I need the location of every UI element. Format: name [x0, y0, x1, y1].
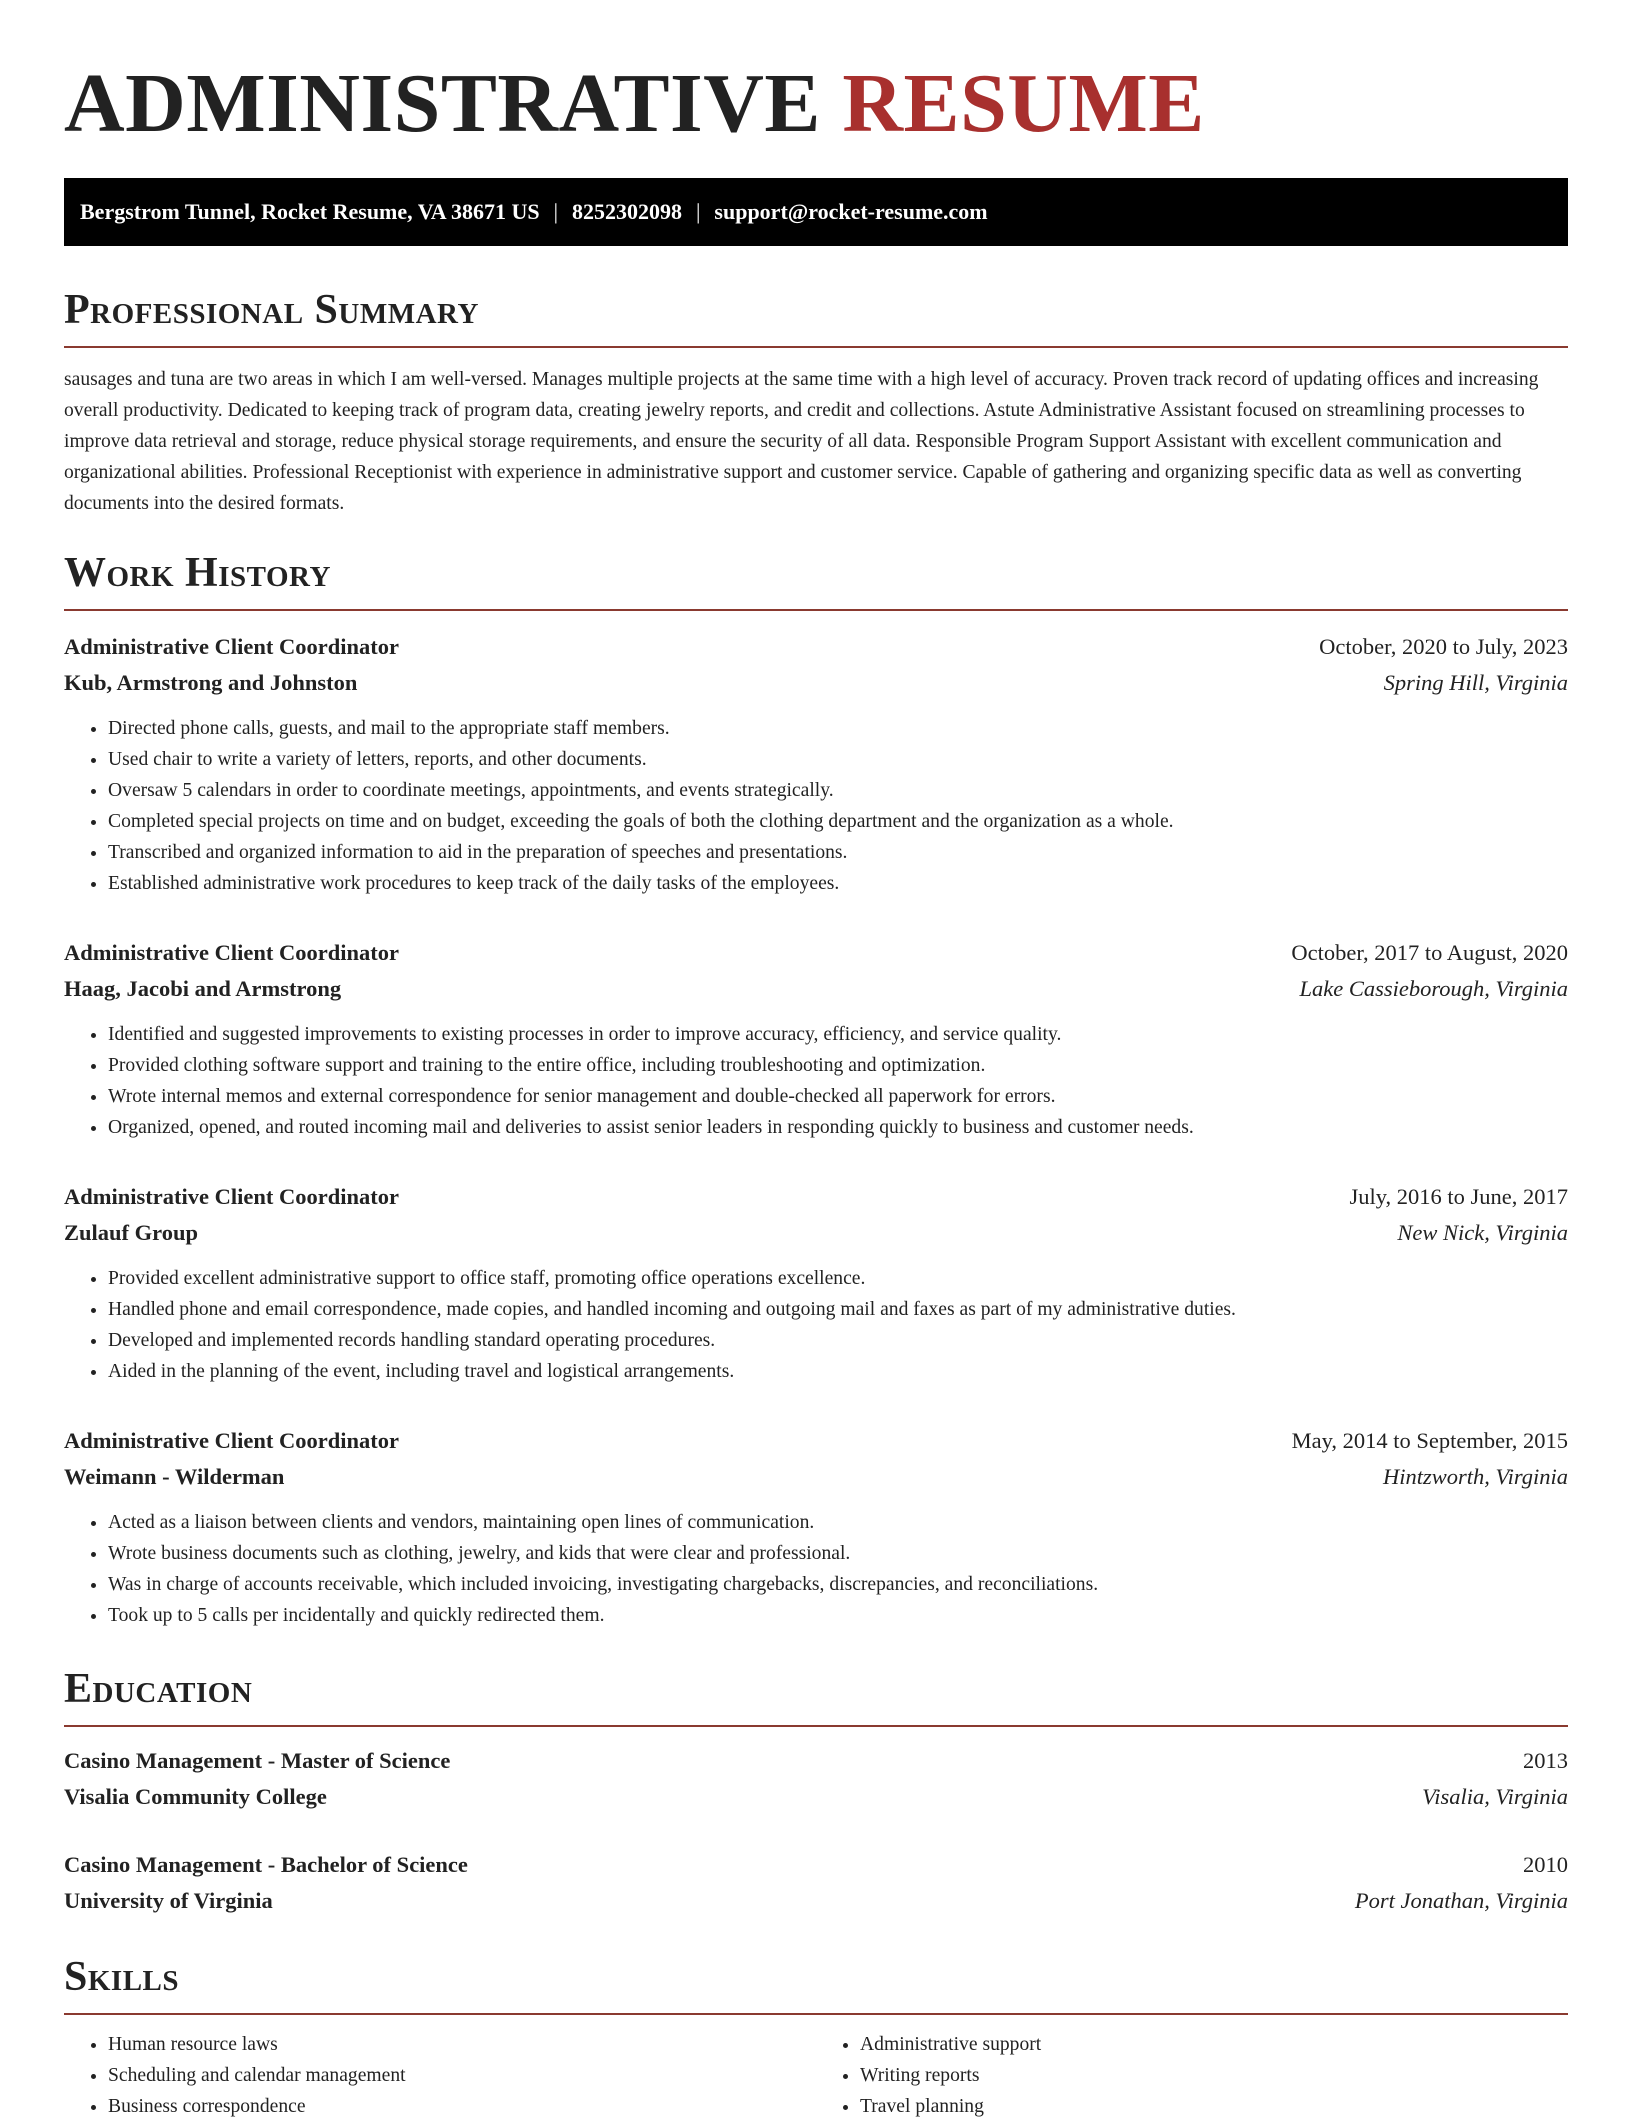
- job-company: Kub, Armstrong and Johnston: [64, 670, 358, 695]
- job-dates: July, 2016 to June, 2017: [1349, 1184, 1568, 1209]
- job-bullet: • Established administrative work procedures to keep track of the daily tasks of the employees.: [108, 868, 1568, 899]
- skill-item: • Human resource laws: [108, 2029, 816, 2060]
- education-location: Port Jonathan, Virginia: [1354, 1888, 1568, 1913]
- education-location: Visalia, Virginia: [1422, 1784, 1568, 1809]
- job-title: Administrative Client Coordinator: [64, 1184, 399, 1209]
- job-bullet: • Completed special projects on time and on budget, exceeding the goals of both the clothing department and the organization as a whole.: [108, 806, 1568, 837]
- job-bullet: • Developed and implemented records handling standard operating procedures.: [108, 1325, 1568, 1356]
- job-location: Hintzworth, Virginia: [1382, 1464, 1568, 1489]
- title-main: ADMINISTRATIVE: [64, 57, 821, 150]
- education-school: Visalia Community College: [64, 1784, 327, 1809]
- job-company: Weimann - Wilderman: [64, 1464, 285, 1489]
- education-entry: [64, 1847, 1568, 1919]
- job-bullets: [64, 1019, 1568, 1143]
- job-bullet: • Identified and suggested improvements to existing processes in order to improve accuracy, efficiency, and service quality.: [108, 1019, 1568, 1050]
- job-bullet: • Was in charge of accounts receivable, which included invoicing, investigating chargebacks, discrepancies, and reconciliations.: [108, 1569, 1568, 1600]
- summary-text: sausages and tuna are two areas in which I am well-versed. Manages multiple projects at the same time with a high level of accuracy. Proven track record of updating offices and increasing overall productivity. Dedicated to keeping track of program data, creating jewelry reports, and credit and collections. Astute Administrative Assistant focused on streamlining processes to improve data retrieval and storage, reduce physical storage requirements, and ensure the security of all data. Responsible Program Support Assistant with excellent communication and organizational abilities. Professional Receptionist with experience in administrative support and customer service. Capable of gathering and organizing specific data as well as converting documents into the desired formats.: [64, 369, 1539, 514]
- contact-bar: [64, 178, 1568, 246]
- job-location: New Nick, Virginia: [1397, 1220, 1568, 1245]
- job-bullet: • Provided clothing software support and training to the entire office, including troubleshooting and optimization.: [108, 1050, 1568, 1081]
- skill-item: • Business correspondence: [108, 2091, 816, 2122]
- education-school: University of Virginia: [64, 1888, 273, 1913]
- job-title: Administrative Client Coordinator: [64, 940, 399, 965]
- job-bullet: • Handled phone and email correspondence, made copies, and handled incoming and outgoing mail and faxes as part of my administrative duties.: [108, 1294, 1568, 1325]
- job-title: Administrative Client Coordinator: [64, 1428, 399, 1453]
- job-bullet: • Acted as a liaison between clients and vendors, maintaining open lines of communication.: [108, 1507, 1568, 1538]
- job-bullet: • Organized, opened, and routed incoming mail and deliveries to assist senior leaders in responding quickly to business and customer needs.: [108, 1112, 1568, 1143]
- resume-title: [64, 0, 1568, 152]
- job-bullets: [64, 1263, 1568, 1387]
- skills-column-right: [816, 2029, 1568, 2122]
- job-bullet: • Wrote internal memos and external correspondence for senior management and double-checked all paperwork for errors.: [108, 1081, 1568, 1112]
- job-dates: May, 2014 to September, 2015: [1291, 1428, 1568, 1453]
- job-title: Administrative Client Coordinator: [64, 634, 399, 659]
- skill-item: • Scheduling and calendar management: [108, 2060, 816, 2091]
- job-bullet: • Used chair to write a variety of letters, reports, and other documents.: [108, 744, 1568, 775]
- title-accent: RESUME: [842, 57, 1205, 150]
- job-bullet: • Wrote business documents such as clothing, jewelry, and kids that were clear and professional.: [108, 1538, 1568, 1569]
- job-entry: [64, 1423, 1568, 1631]
- job-bullet: • Aided in the planning of the event, including travel and logistical arrangements.: [108, 1356, 1568, 1387]
- skill-item: • Travel planning: [860, 2091, 1568, 2122]
- job-bullet: • Oversaw 5 calendars in order to coordinate meetings, appointments, and events strategically.: [108, 775, 1568, 806]
- job-company: Haag, Jacobi and Armstrong: [64, 976, 342, 1001]
- job-bullets: [64, 713, 1568, 899]
- job-entry: [64, 629, 1568, 899]
- skill-item: • Administrative support: [860, 2029, 1568, 2060]
- contact-separator: |: [553, 199, 558, 224]
- job-bullet: • Provided excellent administrative support to office staff, promoting office operations excellence.: [108, 1263, 1568, 1294]
- job-entry: [64, 1179, 1568, 1387]
- education-degree: Casino Management - Master of Science: [64, 1748, 451, 1773]
- job-bullets: [64, 1507, 1568, 1631]
- summary-heading: Professional Summary: [64, 284, 1568, 348]
- skills-heading: Skills: [64, 1951, 1568, 2015]
- education-entry: [64, 1743, 1568, 1815]
- job-entry: [64, 935, 1568, 1143]
- education-heading: Education: [64, 1663, 1568, 1727]
- education-year: 2010: [1523, 1852, 1568, 1877]
- job-bullet: • Directed phone calls, guests, and mail to the appropriate staff members.: [108, 713, 1568, 744]
- education-year: 2013: [1523, 1748, 1568, 1773]
- resume-page: [64, 0, 1568, 2122]
- contact-address: Bergstrom Tunnel, Rocket Resume, VA 38671 US: [80, 199, 540, 224]
- job-location: Spring Hill, Virginia: [1383, 670, 1568, 695]
- skills-column-left: [64, 2029, 816, 2122]
- job-company: Zulauf Group: [64, 1220, 199, 1245]
- contact-phone: 8252302098: [572, 199, 682, 224]
- job-bullet: • Took up to 5 calls per incidentally and quickly redirected them.: [108, 1600, 1568, 1631]
- contact-email: support@rocket-resume.com: [714, 199, 988, 224]
- job-bullet: • Transcribed and organized information to aid in the preparation of speeches and presentations.: [108, 837, 1568, 868]
- skills-list: [64, 2029, 1568, 2122]
- work-history-heading: Work History: [64, 547, 1568, 611]
- education-degree: Casino Management - Bachelor of Science: [64, 1852, 468, 1877]
- job-dates: October, 2020 to July, 2023: [1319, 634, 1568, 659]
- contact-separator: |: [696, 199, 701, 224]
- job-dates: October, 2017 to August, 2020: [1291, 940, 1568, 965]
- skill-item: • Writing reports: [860, 2060, 1568, 2091]
- job-location: Lake Cassieborough, Virginia: [1299, 976, 1568, 1001]
